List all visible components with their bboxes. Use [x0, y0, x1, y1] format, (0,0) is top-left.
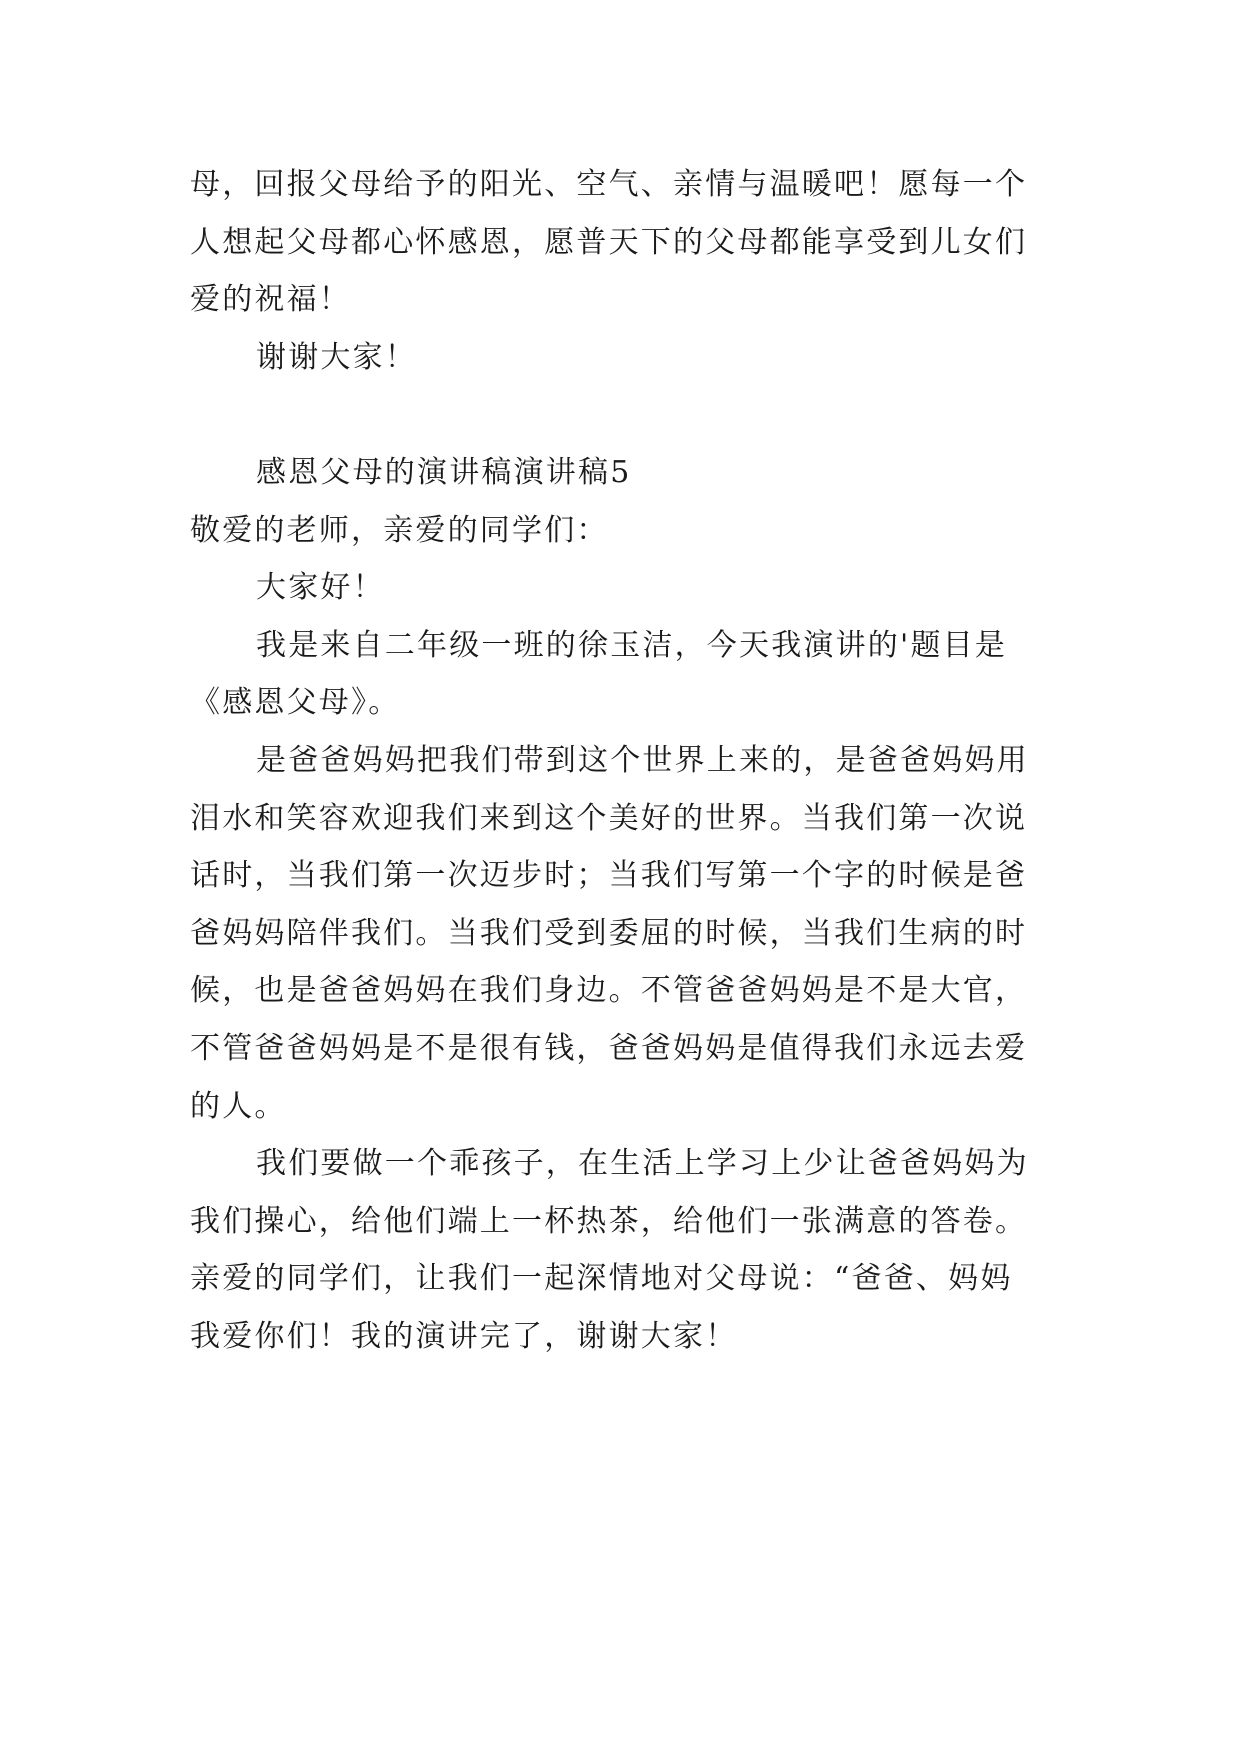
text-line: 人想起父母都心怀感恩，愿普天下的父母都能享受到儿女们	[190, 225, 1028, 260]
text-line: 《感恩父母》。	[190, 685, 401, 720]
text-line: 母，回报父母给予的阳光、空气、亲情与温暖吧！愿每一个	[190, 167, 1028, 202]
text-line: 爱的祝福！	[190, 282, 351, 317]
text-line: 爸妈妈陪伴我们。当我们受到委屈的时候，当我们生病的时	[190, 916, 1028, 951]
text-line: 话时，当我们第一次迈步时；当我们写第一个字的时候是爸	[190, 858, 1028, 893]
text-line: 的人。	[190, 1089, 287, 1124]
text-line: 我们操心，给他们端上一杯热茶，给他们一张满意的答卷。	[190, 1204, 1028, 1239]
text-line: 我爱你们！我的演讲完了，谢谢大家！	[190, 1319, 738, 1354]
text-line: 候，也是爸爸妈妈在我们身边。不管爸爸妈妈是不是大官，	[190, 973, 1028, 1008]
section-title: 感恩父母的演讲稿演讲稿5	[256, 455, 632, 490]
text-line: 不管爸爸妈妈是不是很有钱，爸爸妈妈是值得我们永远去爱	[190, 1031, 1028, 1066]
text-line: 我们要做一个乖孩子，在生活上学习上少让爸爸妈妈为	[256, 1146, 1029, 1181]
greeting: 大家好！	[256, 570, 385, 605]
salutation: 敬爱的老师，亲爱的同学们：	[190, 513, 609, 548]
text-line: 亲爱的同学们，让我们一起深情地对父母说：“爸爸、妈妈	[190, 1261, 1013, 1296]
text-line: 是爸爸妈妈把我们带到这个世界上来的，是爸爸妈妈用	[256, 743, 1029, 778]
closing-line: 谢谢大家！	[256, 340, 417, 375]
text-line: 我是来自二年级一班的徐玉洁，今天我演讲的'题目是	[256, 628, 1008, 663]
text-line: 泪水和笑容欢迎我们来到这个美好的世界。当我们第一次说	[190, 801, 1028, 836]
